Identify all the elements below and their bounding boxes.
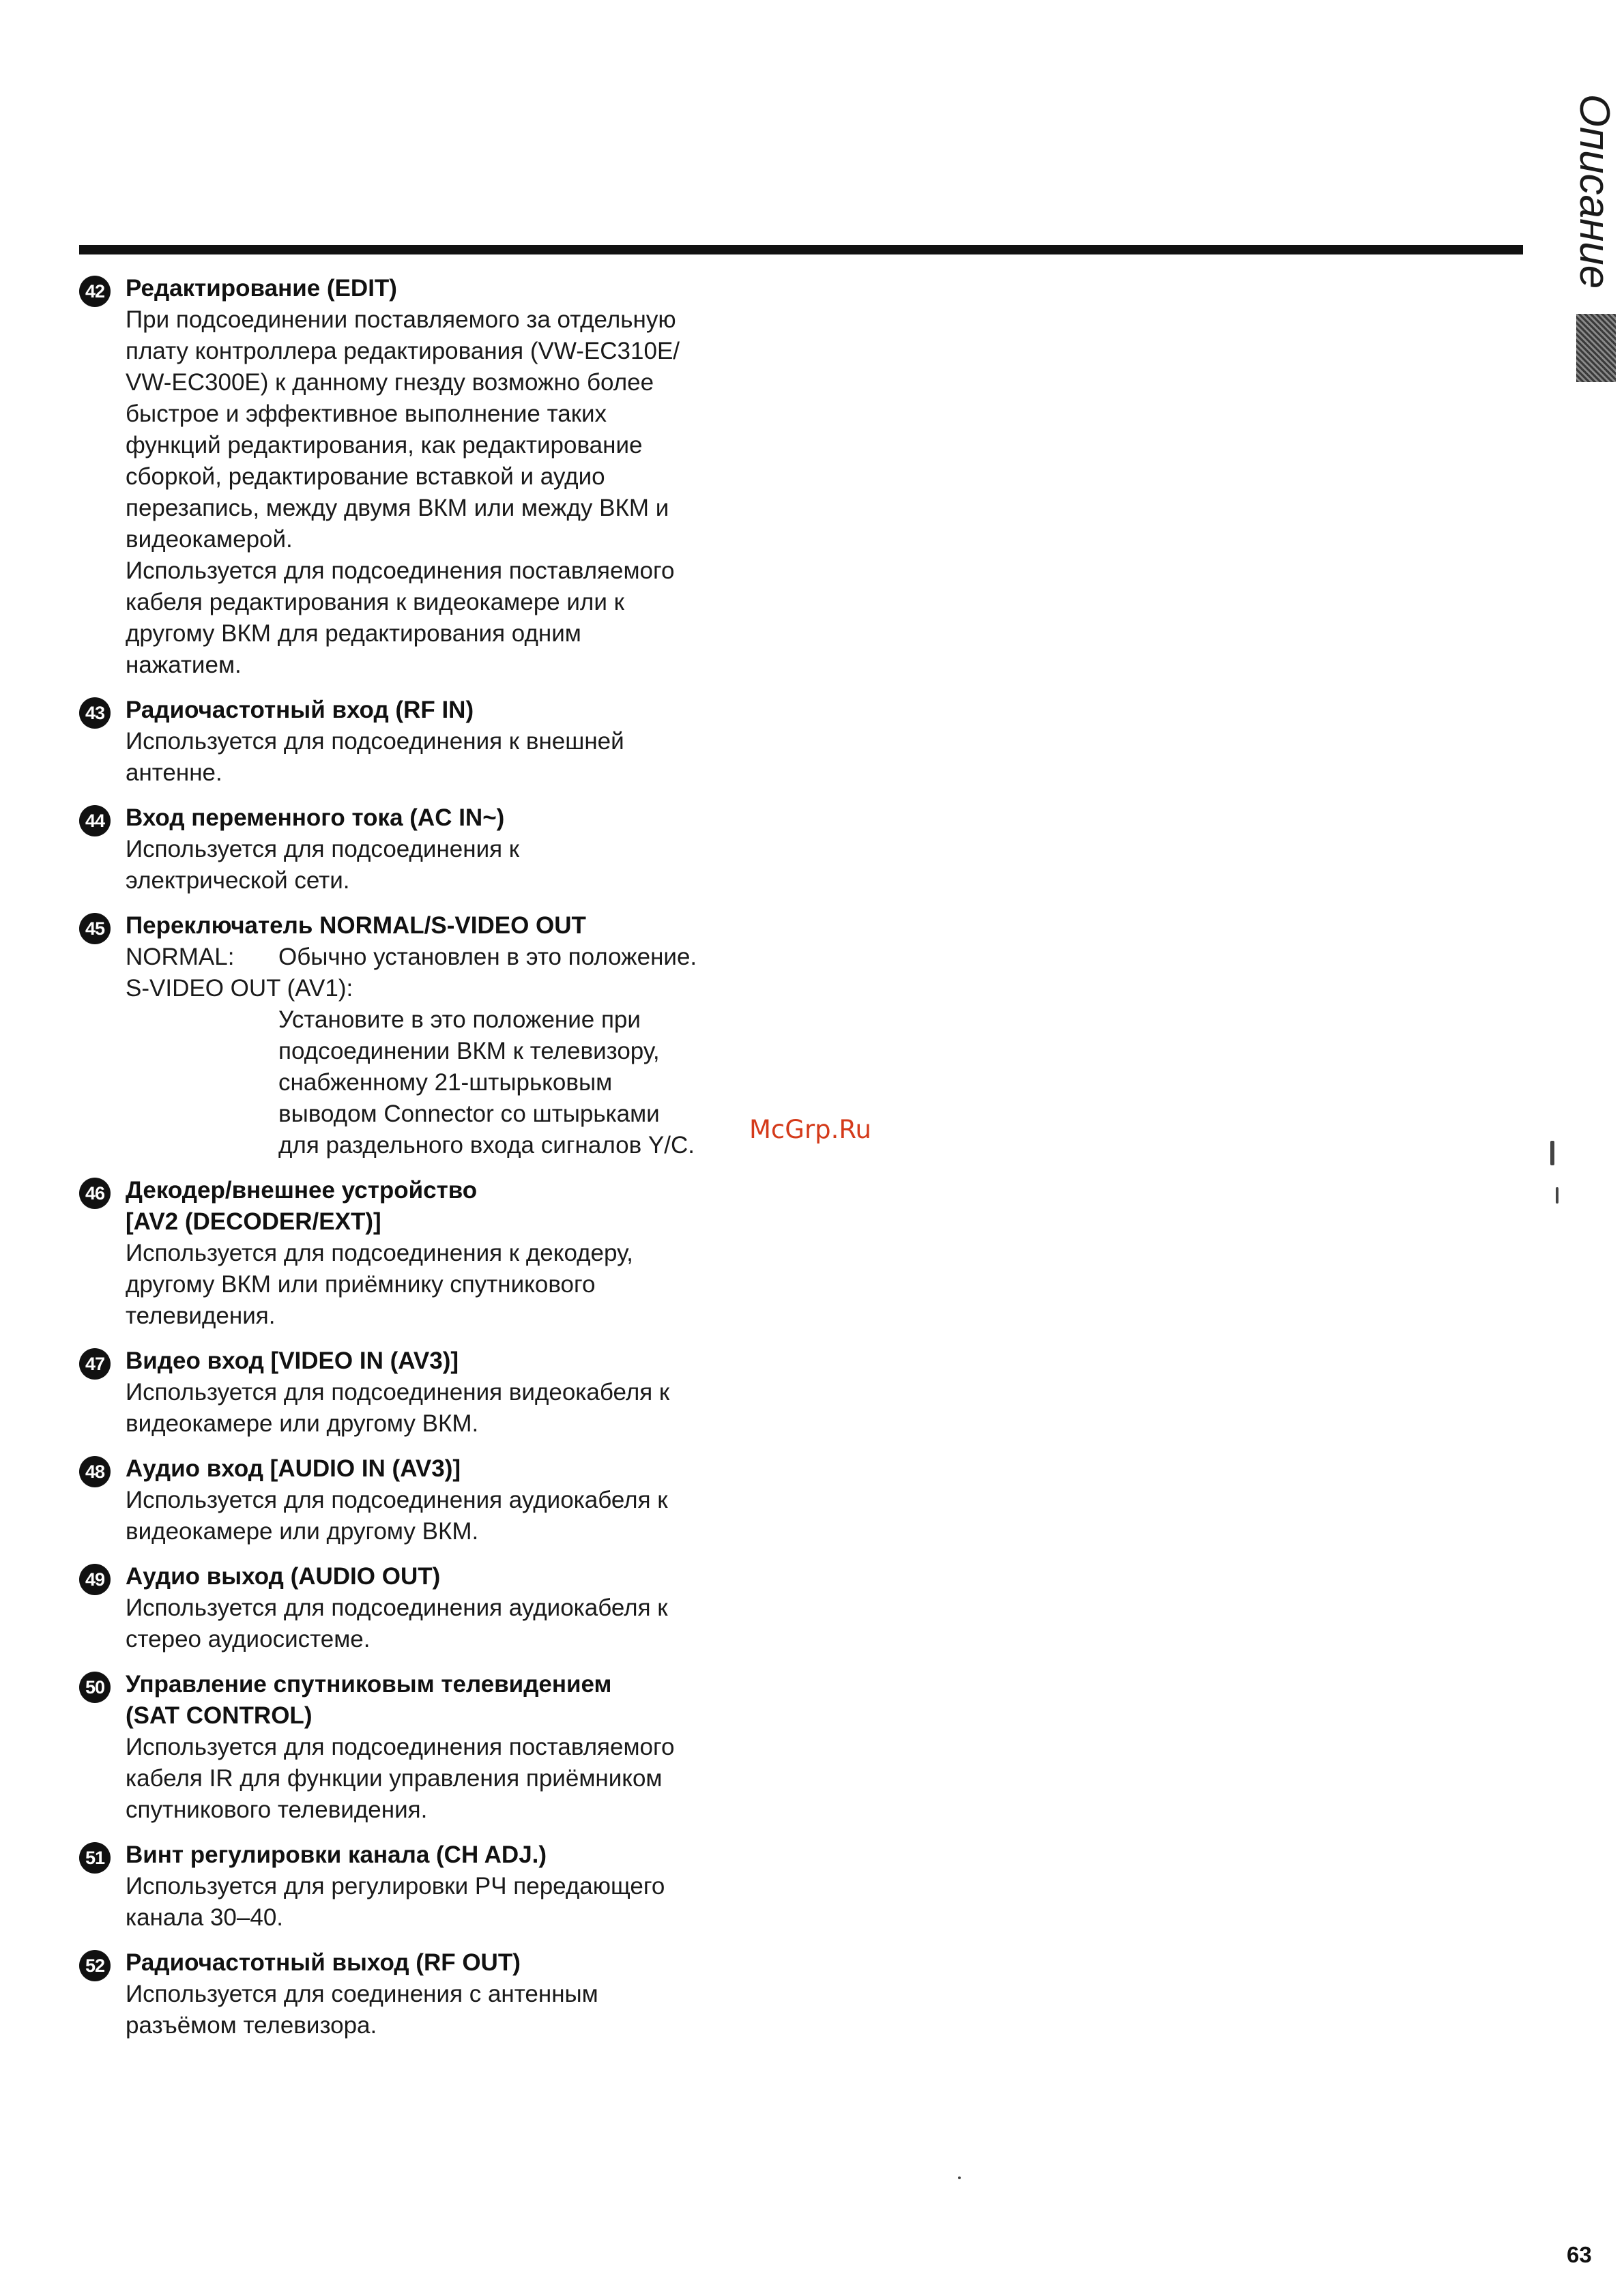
option-normal	[126, 942, 830, 973]
side-tab-label-wrap	[1571, 82, 1619, 300]
description-list	[79, 273, 830, 2055]
list-item-48	[79, 1453, 830, 1547]
list-item-47	[79, 1345, 830, 1440]
item-number-badge: 46	[79, 1178, 111, 1209]
option-svideo-key: S-VIDEO OUT (AV1):	[126, 975, 353, 1002]
item-text: Используется для подсоединения поставляемого кабеля IR для функции управления приёмником спутникового телевидения.	[126, 1734, 675, 1823]
item-number-badge: 50	[79, 1672, 111, 1703]
list-item-51	[79, 1839, 830, 1934]
item-title: Аудио выход (AUDIO OUT)	[126, 1563, 441, 1590]
item-number-badge: 43	[79, 697, 111, 729]
option-normal-value: Обычно установлен в это положение.	[278, 944, 697, 970]
item-text: Используется для подсоединения к электрической сети.	[126, 836, 520, 894]
item-text: Используется для подсоединения видеокабеля к видеокамере или другому ВКМ.	[126, 1379, 670, 1437]
item-title: Редактирование (EDIT)	[126, 275, 397, 302]
item-number-badge: 49	[79, 1564, 111, 1595]
list-item-46	[79, 1175, 830, 1332]
item-title: Вход переменного тока (AC IN~)	[126, 804, 505, 831]
side-tab-block	[1576, 314, 1616, 382]
item-number-badge: 51	[79, 1842, 111, 1874]
top-rule	[79, 245, 1523, 254]
list-item-45	[79, 910, 830, 1161]
item-title: Управление спутниковым телевидением (SAT CONTROL)	[126, 1671, 612, 1729]
item-text: При подсоединении поставляемого за отдельную плату контроллера редактирования (VW-EC310E/ VW-EC300E) к данному гнезду возможно более быстрое и эффективное выполнение таких функций редактирования, как редактирование сборкой, редактирование вставкой и аудио перезапись, между двумя ВКМ или между ВКМ и видеокамерой. Используется для подсоединения поставляемого кабеля редактирования к видеокамере или к другому ВКМ для редактирования одним нажатием.	[126, 306, 680, 678]
item-number-badge: 48	[79, 1456, 111, 1487]
side-tab-label: Описание	[1571, 93, 1619, 289]
list-item-43	[79, 695, 830, 789]
item-title: Декодер/внешнее устройство [AV2 (DECODER/EXT)]	[126, 1177, 478, 1235]
item-number-badge: 52	[79, 1950, 111, 1981]
list-item-44	[79, 802, 830, 897]
item-number-badge: 42	[79, 276, 111, 307]
item-text: Используется для регулировки РЧ передающего канала 30–40.	[126, 1873, 665, 1931]
option-svideo-value: Установите в это положение при подсоединении ВКМ к телевизору, снабженному 21-штырьковым выводом Connector со штырьками для раздельного входа сигналов Y/C.	[278, 1006, 695, 1159]
watermark: McGrp.Ru	[749, 1115, 871, 1144]
item-number-badge: 44	[79, 805, 111, 836]
item-number-badge: 45	[79, 913, 111, 944]
item-title: Аудио вход [AUDIO IN (AV3)]	[126, 1455, 461, 1482]
item-title: Видео вход [VIDEO IN (AV3)]	[126, 1348, 459, 1374]
scan-speck	[1550, 1141, 1554, 1165]
scan-speck	[1556, 1187, 1558, 1204]
page-number: 63	[1567, 2242, 1592, 2267]
item-title: Радиочастотный вход (RF IN)	[126, 697, 474, 723]
item-text: Используется для соединения с антенным разъёмом телевизора.	[126, 1981, 598, 2039]
scan-speck	[958, 2176, 961, 2179]
item-text: Используется для подсоединения к внешней антенне.	[126, 728, 624, 786]
side-tab	[1571, 82, 1619, 382]
item-title: Винт регулировки канала (CH ADJ.)	[126, 1841, 547, 1868]
item-title: Переключатель NORMAL/S-VIDEO OUT	[126, 912, 586, 939]
list-item-49	[79, 1561, 830, 1655]
list-item-50	[79, 1669, 830, 1826]
item-text: Используется для подсоединения к декодеру, другому ВКМ или приёмнику спутникового телевидения.	[126, 1240, 633, 1329]
item-text: Используется для подсоединения аудиокабеля к видеокамере или другому ВКМ.	[126, 1487, 668, 1545]
option-normal-key: NORMAL:	[126, 944, 235, 970]
item-title: Радиочастотный выход (RF OUT)	[126, 1949, 521, 1976]
list-item-52	[79, 1947, 830, 2041]
list-item-42	[79, 273, 830, 681]
item-number-badge: 47	[79, 1348, 111, 1380]
item-text: Используется для подсоединения аудиокабеля к стерео аудиосистеме.	[126, 1594, 668, 1652]
